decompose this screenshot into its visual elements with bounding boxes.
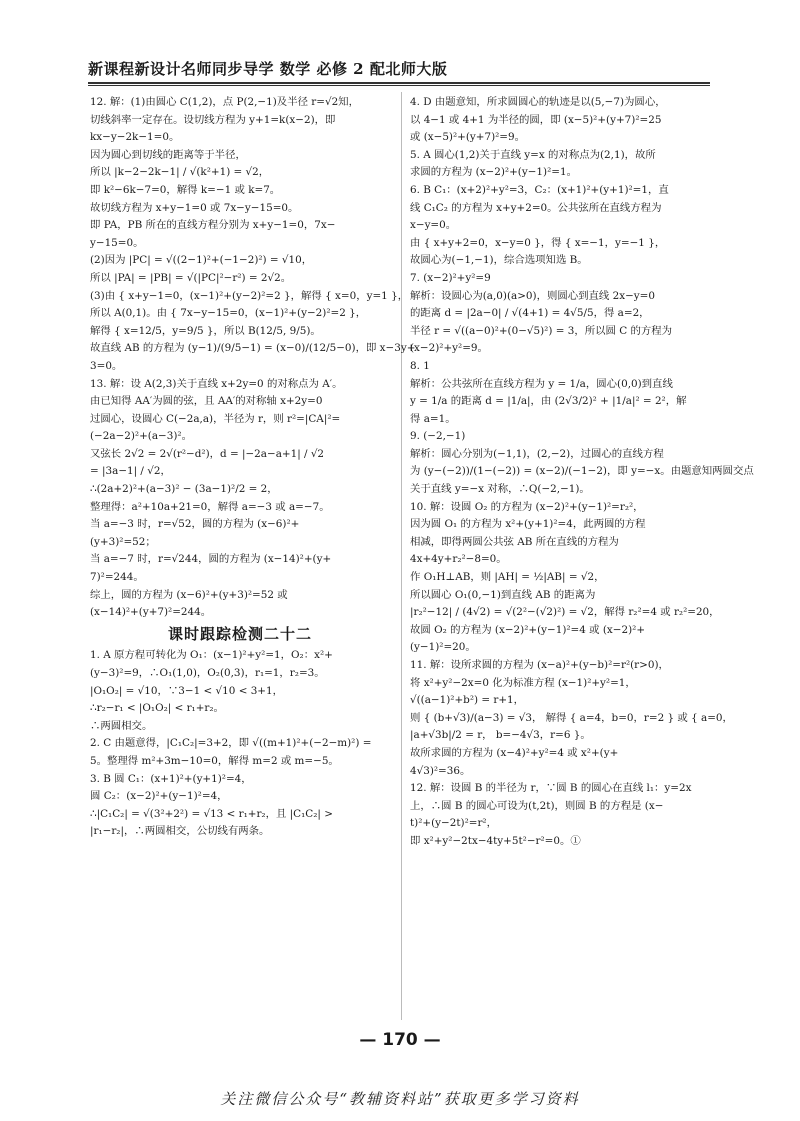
text-line: (−2a−2)²+(a−3)²。 bbox=[90, 430, 192, 443]
text-line: 所以 A(0,1)。由 { 7x−y−15=0，(x−1)²+(y−2)²=2 }， bbox=[90, 307, 367, 320]
text-line: 则 { (b+√3)/(a−3) = √3， 解得 { a=4，b=0，r=2 } 或 { a=0， bbox=[410, 711, 733, 724]
text-line: 整理得：a²+10a+21=0，解得 a=−3 或 a=−7。 bbox=[90, 500, 330, 513]
text-line: 4x+4y+r₂²−8=0。 bbox=[410, 553, 507, 566]
text-line: 即 PA，PB 所在的直线方程分别为 x+y−1=0，7x− bbox=[90, 219, 336, 232]
text-line: 相减，即得两圆公共弦 AB 所在直线的方程为 bbox=[410, 535, 619, 548]
text-line: 解得 { x=12/5，y=9/5 }，所以 B(12/5, 9/5)。 bbox=[90, 324, 321, 337]
text-line: (y+3)²=52； bbox=[90, 535, 156, 548]
footer-note: 关注微信公众号“教辅资料站”获取更多学习资料 bbox=[220, 1090, 580, 1108]
text-line: 8. 1 bbox=[410, 359, 430, 372]
text-line: |a+√3b|/2 = r， b=−4√3，r=6 }。 bbox=[410, 729, 591, 742]
text-line: 得 a=1。 bbox=[410, 412, 456, 425]
text-line: 以 4−1 或 4+1 为半径的圆，即 (x−5)²+(y+7)²=25 bbox=[410, 113, 662, 126]
text-line: 过圆心，设圆心 C(−2a,a)，半径为 r，则 r²=|CA|²= bbox=[90, 412, 341, 425]
text-line: 圆 C₂：(x−2)²+(y−1)²=4， bbox=[90, 790, 228, 803]
text-line: 解析：圆心分别为(−1,1)，(2,−2)，过圆心的直线方程 bbox=[410, 447, 664, 460]
text-line: (x−14)²+(y+7)²=244。 bbox=[90, 606, 212, 619]
text-line: ∴r₂−r₁ < |O₁O₂| < r₁+r₂。 bbox=[90, 702, 224, 715]
text-line: 线 C₁C₂ 的方程为 x+y+2=0。公共弦所在直线方程为 bbox=[410, 201, 662, 214]
text-line: 1. A 原方程可转化为 O₁：(x−1)²+y²=1，O₂：x²+ bbox=[90, 649, 333, 662]
text-line: 求圆的方程为 (x−2)²+(y−1)²=1。 bbox=[410, 166, 577, 179]
text-line: 上，∴圆 B 的圆心可设为(t,2t)，则圆 B 的方程是 (x− bbox=[410, 799, 664, 812]
text-line: √((a−1)²+b²) = r+1， bbox=[410, 694, 525, 707]
text-line: 当 a=−7 时，r=√244，圆的方程为 (x−14)²+(y+ bbox=[90, 553, 332, 566]
text-line: 故圆心为(−1,−1)，综合选项知选 B。 bbox=[410, 254, 588, 267]
text-line: 12. 解：(1)由圆心 C(1,2)，点 P(2,−1)及半径 r=√2知， bbox=[90, 96, 359, 108]
text-line: y−15=0。 bbox=[90, 236, 144, 249]
text-line: 关于直线 y=−x 对称，∴Q(−2,−1)。 bbox=[410, 483, 590, 496]
text-line: |r₁−r₂|，∴两圆相交，公切线有两条。 bbox=[90, 825, 270, 838]
text-line: 3. B 圆 C₁：(x+1)²+(y+1)²=4， bbox=[90, 772, 252, 785]
text-line: 将 x²+y²−2x=0 化为标准方程 (x−1)²+y²=1， bbox=[410, 676, 636, 689]
text-line: t)²+(y−2t)²=r²， bbox=[410, 817, 497, 830]
header-rule bbox=[88, 82, 710, 84]
text-line: 由 { x+y+2=0，x−y=0 }，得 { x=−1，y=−1 }， bbox=[410, 236, 666, 249]
text-line: 13. 解：设 A(2,3)关于直线 x+2y=0 的对称点为 A′。 bbox=[90, 377, 343, 390]
page-number: — 170 — bbox=[359, 1030, 441, 1050]
text-line: 所以圆心 O₁(0,−1)到直线 AB 的距离为 bbox=[410, 588, 596, 601]
text-line: 故切线方程为 x+y−1=0 或 7x−y−15=0。 bbox=[90, 201, 299, 214]
text-line: 当 a=−3 时，r=√52，圆的方程为 (x−6)²+ bbox=[90, 518, 300, 531]
text-line: 5. A 圆心(1,2)关于直线 y=x 的对称点为(2,1)，故所 bbox=[410, 148, 656, 161]
header-title: 新课程新设计名师同步导学 数学 必修 2 配北师大版 bbox=[88, 60, 448, 78]
text-line: y = 1/a 的距离 d = |1/a|，由 (2√3/2)² + |1/a|² = 2²，解 bbox=[410, 395, 687, 408]
text-line: 综上，圆的方程为 (x−6)²+(y+3)²=52 或 bbox=[90, 588, 288, 601]
text-line: (y−1)²=20。 bbox=[410, 641, 476, 654]
column-divider bbox=[401, 92, 402, 1020]
text-line: (x−2)²+y²=9。 bbox=[410, 342, 488, 355]
text-line: |O₁O₂| = √10，∵3−1 < √10 < 3+1， bbox=[90, 684, 284, 697]
text-line: 作 O₁H⊥AB，则 |AH| = ½|AB| = √2， bbox=[410, 571, 605, 584]
text-line: 12. 解：设圆 B 的半径为 r，∵圆 B 的圆心在直线 l₁：y=2x bbox=[410, 782, 692, 795]
text-line: 故直线 AB 的方程为 (y−1)/(9/5−1) = (x−0)/(12/5−0)，即 x−3y+ bbox=[90, 342, 416, 355]
page-header bbox=[88, 58, 710, 82]
text-line: 5。整理得 m²+3m−10=0，解得 m=2 或 m=−5。 bbox=[90, 754, 339, 767]
text-line: ∴|C₁C₂| = √(3²+2²) = √13 < r₁+r₂，且 |C₁C₂| > bbox=[90, 807, 333, 820]
text-line: 7. (x−2)²+y²=9 bbox=[410, 271, 491, 284]
text-line: 故所求圆的方程为 (x−4)²+y²=4 或 x²+(y+ bbox=[410, 746, 619, 759]
text-line: ∴(2a+2)²+(a−3)² − (3a−1)²/2 = 2， bbox=[90, 483, 278, 496]
text-line: 切线斜率一定存在。设切线方程为 y+1=k(x−2)，即 bbox=[90, 113, 336, 126]
text-line: (y−3)²=9，∴O₁(1,0)，O₂(0,3)，r₁=1，r₂=3。 bbox=[90, 667, 325, 679]
header-rule-thin bbox=[88, 85, 710, 86]
right-column bbox=[410, 94, 754, 851]
text-line: ∴两圆相交。 bbox=[90, 719, 153, 732]
text-line: 解析：公共弦所在直线方程为 y = 1/a，圆心(0,0)到直线 bbox=[410, 377, 673, 390]
text-line: 所以 |PA| = |PB| = √(|PC|²−r²) = 2√2。 bbox=[90, 271, 292, 284]
text-line: 的距离 d = |2a−0| / √(4+1) = 4√5/5，得 a=2， bbox=[410, 307, 650, 320]
text-line: 或 (x−5)²+(y+7)²=9。 bbox=[410, 131, 526, 144]
text-line: (3)由 { x+y−1=0，(x−1)²+(y−2)²=2 }，解得 { x=0，y=1 }， bbox=[90, 289, 409, 302]
text-line: kx−y−2k−1=0。 bbox=[90, 131, 180, 144]
text-line: 即 x²+y²−2tx−4ty+5t²−r²=0。① bbox=[410, 834, 581, 847]
text-line: (2)因为 |PC| = √((2−1)²+(−1−2)²) = √10， bbox=[90, 254, 313, 267]
text-line: 为 (y−(−2))/(1−(−2)) = (x−2)/(−1−2)，即 y=−x。由题意知两圆交点 bbox=[410, 465, 754, 478]
section-title: 课时跟踪检测二十二 bbox=[167, 624, 312, 643]
text-line: 所以 |k−2−2k−1| / √(k²+1) = √2， bbox=[90, 166, 270, 179]
text-line: 11. 解：设所求圆的方程为 (x−a)²+(y−b)²=r²(r>0)， bbox=[410, 659, 669, 671]
text-line: 7)²=244。 bbox=[90, 571, 144, 584]
text-line: 6. B C₁：(x+2)²+y²=3，C₂：(x+1)²+(y+1)²=1，直 bbox=[410, 183, 669, 196]
text-line: 因为圆心到切线的距离等于半径， bbox=[90, 148, 246, 161]
text-line: 故圆 O₂ 的方程为 (x−2)²+(y−1)²=4 或 (x−2)²+ bbox=[410, 623, 646, 636]
text-line: 由已知得 AA′为圆的弦，且 AA′的对称轴 x+2y=0 bbox=[90, 395, 323, 408]
text-line: 4. D 由题意知，所求圆圆心的轨迹是以(5,−7)为圆心， bbox=[410, 96, 666, 108]
text-line: 3=0。 bbox=[90, 359, 123, 372]
text-line: |r₂²−12| / (4√2) = √(2²−(√2)²) = √2，解得 r₂²=4 或 r₂²=20， bbox=[410, 606, 720, 619]
text-line: 即 k²−6k−7=0，解得 k=−1 或 k=7。 bbox=[90, 183, 281, 196]
text-line: = |3a−1| / √2， bbox=[90, 465, 171, 478]
text-line: 9. (−2,−1) bbox=[410, 430, 466, 443]
text-line: x−y=0。 bbox=[410, 219, 457, 232]
text-line: 解析：设圆心为(a,0)(a>0)，则圆心到直线 2x−y=0 bbox=[410, 289, 655, 302]
left-column bbox=[90, 94, 416, 841]
text-line: 又弦长 2√2 = 2√(r²−d²)，d = |−2a−a+1| / √2 bbox=[90, 447, 325, 460]
text-line: 半径 r = √((a−0)²+(0−√5)²) = 3，所以圆 C 的方程为 bbox=[410, 324, 673, 337]
text-line: 因为圆 O₁ 的方程为 x²+(y+1)²=4，此两圆的方程 bbox=[410, 518, 646, 531]
text-line: 2. C 由题意得，|C₁C₂|=3+2，即 √((m+1)²+(−2−m)²) = bbox=[90, 737, 372, 750]
text-line: 10. 解：设圆 O₂ 的方程为 (x−2)²+(y−1)²=r₂²， bbox=[410, 500, 644, 513]
text-line: 4√3)²=36。 bbox=[410, 764, 471, 777]
